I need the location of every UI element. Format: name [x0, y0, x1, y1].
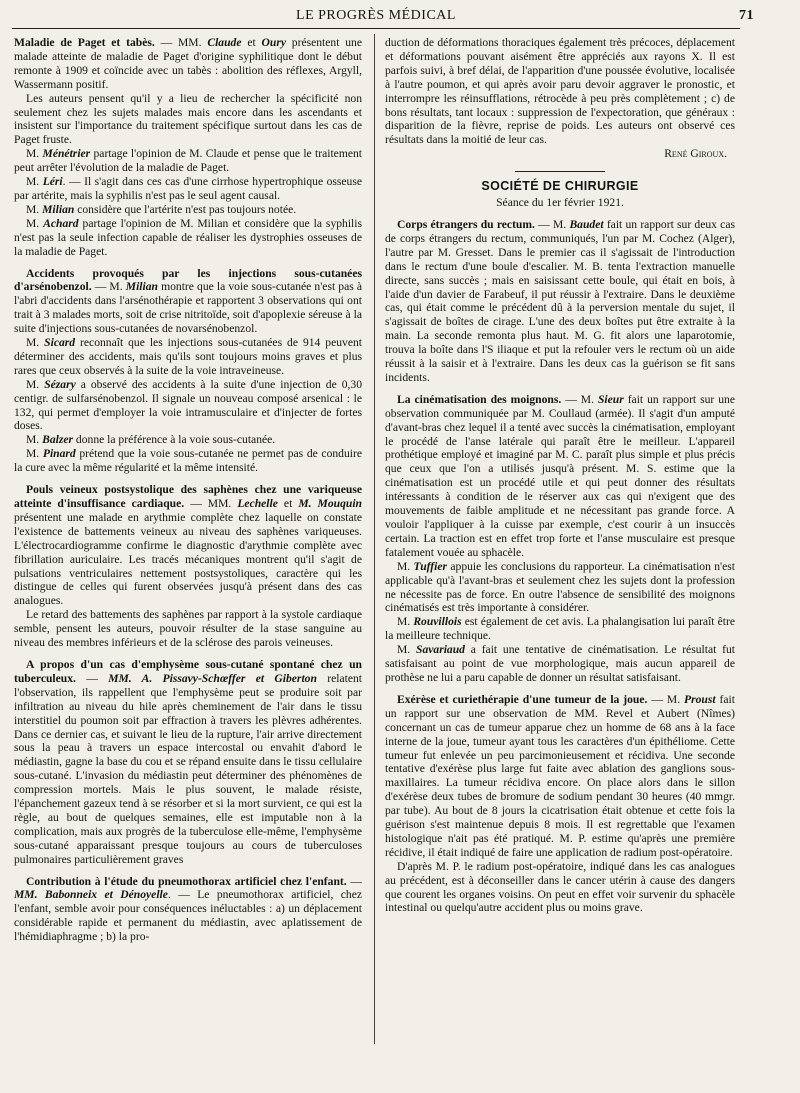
paragraph: M. Léri. — Il s'agit dans ces cas d'une cirrhose hypertrophique osseuse par artérite, mais la syphilis n'est pas le seul agent causal. [14, 175, 363, 202]
article-pouls: Pouls veineux postsystolique des saphènes chez une variqueuse atteinte d'insuffisance cardiaque. — MM. Lechelle et M. Mouquin présentent une malade en arythmie complète chez laquelle on constate l'existence de battements veineux au niveau des saphènes variqueuses. L'électrocardiogramme confirme le diagnostic d'arythmie complète avec fibrillation auriculaire. Les tracés mécaniques montrent qu'il s'agit de pulsations ventriculaires nettement postsystoliques, caractère qui les distingue de celles qui furent observées jusqu'à présent dans des cas analogues. [14, 483, 363, 608]
paragraph-continuation: duction de déformations thoraciques également très précoces, déplacement et déformations pouvant aisément être appréciés aux rayons X. Il est parfois suivi, à bref délai, de l'apparition d'une poussée évolutive, localisée à l'autre poumon, et qui après avoir paru devoir aggraver le pronostic, et interrompre les réinsufflations, rétrocède à peu près complètement ; c) de bons résultats, tant locaux : suppression de l'expectoration, que généraux : disparition de la fièvre, reprise de poids. Les auteurs ont observé ces résultats dans la moitié de leur cas. [385, 36, 735, 147]
paragraph: Les auteurs pensent qu'il y a lieu de rechercher la spécificité non seulement chez les sujets malades mais encore dans les ascendants et insistent sur l'importance du traitement spécifique surtout dans les cas de Paget fruste. [14, 91, 362, 147]
paragraph: M. Pinard prétend que la voie sous-cutanée ne permet pas de conduire la cure avec la même régularité et la même intensité. [14, 447, 362, 475]
journal-title: LE PROGRÈS MÉDICAL [296, 8, 456, 23]
author-signature: René Giroux. [664, 147, 727, 161]
left-column [14, 36, 362, 944]
header-rule [12, 28, 740, 29]
paragraph: M. Balzer donne la préférence à la voie sous-cutanée. [26, 433, 276, 447]
article-pneumothorax: Contribution à l'étude du pneumothorax artificiel chez l'enfant. — MM. Babonneix et Dénoyelle. — Le pneumothorax artificiel, chez l'enfant, semble avoir pour conséquences inéluctables : a) un déplacement considérable rapide et permanent du médiastin, avec aplatissement de l'hémidiaphragme ; b) la pro- [14, 874, 362, 944]
article-injections: Accidents provoqués par les injections sous-cutanées d'arsénobenzol. — M. Milian montre que la voie sous-cutanée n'est pas à l'abri d'accidents dans l'arsénothérapie et rapportent 3 observations qui ont trait à 3 malades morts, soit de crise nitritoïde, soit d'apoplexie séreuse à la suite d'injections sous-cutanées de novarsénobenzol. [14, 266, 363, 336]
paragraph: M. Achard partage l'opinion de M. Milian et considère que la syphilis n'est pas la seule infection capable de réaliser les dystrophies osseuses de la maladie de Paget. [14, 216, 363, 258]
article-exerese: Exérèse et curiethérapie d'une tumeur de la joue. — M. Proust fait un rapport sur une observation de MM. Revel et Aubert (Nîmes) concernant un cas de tumeur apparue chez un homme de 68 ans à la face interne de la joue, tumeur ayant tous les caractères d'un épithéliome. Cette tumeur fut enlevée un peu parcimonieusement et récidiva. Une seconde tentative d'exérèse plus large fut faite avec ablation des ganglions sous-maxillaires. La tumeur récidiva encore. On place alors dans le sillon d'exérèse deux tubes de bromure de sodium pendant 30 heures (40 mmgr. par tube). Au bout de 8 jours la cicatrisation était obtenue et cette fois la guérison s'est maintenue depuis 8 mois. Il est regrettable que l'examen histologique n'ait pas été pratiqué. M. P. estime qu'après une première récidive, il était indiqué de faire une application de radium post-opératoire. [385, 692, 735, 859]
paragraph: M. Ménétrier partage l'opinion de M. Claude et pense que le traitement peut arrêter l'évolution de la maladie de Paget. [14, 147, 363, 175]
paragraph: M. Milian considère que l'artérite n'est pas toujours notée. [26, 202, 297, 216]
right-column [385, 36, 735, 915]
page-header [12, 4, 754, 28]
paragraph: M. Sicard reconnaît que les injections sous-cutanées de 914 peuvent déterminer des accidents, mais qu'ils sont toujours moins graves et plus rares que ceux observés à la suite de la voie intraveineuse. [14, 336, 362, 377]
article-emphyseme: A propos d'un cas d'emphysème sous-cutané spontané chez un tuberculeux. — MM. A. Pissavy-Schœffer et Giberton relatent l'observation, ils rappellent que l'emphysème peut se produire soit par infiltration au niveau du hile après cheminement de l'air dans le tissu interstitiel du poumon soit par effraction à travers les plèvres adhérentes. Dans ce dernier cas, et suivant le lieu de la rupture, l'air arrive directement sous la peau à travers un espace intercostal ou envahit d'abord le médiastin, gagne la base du cou et se répand ensuite dans le tissu cellulaire sous-cutané. L'invasion du médiastin peut déterminer des phénomènes de compression mortels. Mais le plus souvent, le malade résiste, l'épanchement gazeux tend à se résorber et si la mort survient, ce qui est la règle, au bout de quelques semaines, elle est imputable non à la complication, mais aux progrès de la tuberculose elle-même, l'emphysème sous-cutané apparaissant presque toujours au cours de tuberculoses pulmonaires particulièrement graves [14, 657, 362, 866]
column-divider [374, 34, 375, 1044]
article-cinematisation: La cinématisation des moignons. — M. Sieur fait un rapport sur une observation communiquée par M. Coullaud (armée). Il s'agit d'un amputé d'avant-bras chez lequel il a tenté avec succès la cinématisation, employant le procédé de l'anse latérale qui paraît être le meilleur. L'appareil prothétique employé et imaginé par M. C. paraît plus simple et plus précis que ceux que l'on a utilisés jusqu'à présent. M. S. estime que la cinématisation est un procédé utile et qui peut donner des résultats intéressants à condition de le réserver aux cas qui n'exigent que des mouvements de faible amplitude et ne nécessitant pas grande force. A vouloir l'appliquer à la cuisse par exemple, c'est courir à un insuccès certain. La traction est en effet trop forte et l'anse musculaire est presque fatalement vouée au sphacèle. [385, 392, 735, 559]
paragraph: M. Rouvillois est également de cet avis. La phalangisation lui paraît être la meilleure technique. [385, 615, 735, 643]
section-title: SOCIÉTÉ DE CHIRURGIE [481, 179, 639, 194]
paragraph: Le retard des battements des saphènes par rapport à la systole cardiaque semble, pensent les auteurs, pouvoir résulter de la stase sanguine au niveau des membres inférieurs et de la sclérose des parois veineuses. [14, 608, 362, 650]
section-separator [515, 171, 605, 172]
session-date: Séance du 1er février 1921. [496, 196, 624, 210]
paragraph: M. Savariaud a fait une tentative de cinématisation. Le résultat fut satisfaisant au point de vue morphologique, mais aucun appareil de prothèse ne lui a paru capable de donner un résultat satisfaisant. [385, 643, 735, 684]
paragraph: D'après M. P. le radium post-opératoire, indiqué dans les cas analogues au précédent, est à déconseiller dans le cancer utérin à cause des dangers que courent les organes voisins. On peut en effet voir survenir du sphacèle intestinal ou quelqu'autre accident plus ou moins grave. [385, 859, 735, 915]
article-paget: Maladie de Paget et tabès. — MM. Claude et Oury présentent une malade atteinte de maladie de Paget d'origine syphilitique dont le début remonte à 1909 et coïncide avec un tabès : abolition des réflexes, Argyll, Wassermann positif. [14, 36, 362, 91]
article-corps-etrangers: Corps étrangers du rectum. — M. Baudet fait un rapport sur deux cas de corps étrangers du rectum, communiqués, l'un par M. Cochez (Alger), l'autre par M. Gresset. Dans le premier cas il s'agissait de l'introduction dans le rectum d'une boule d'escalier. M. B. tenta l'extraction manuelle directe, sans succès ; mais en saisissant cette boule, qui était en bois, à l'aide d'un davier de Farabeuf, il put réussir à l'extraire. Dans le deuxième cas, qui était comme le précédent dû à la perversion mentale du sujet, il s'agissait de boîtes de cirage. L'une des deux boîtes put être extraite à la main. La seconde remonta plus haut. M. G. fit alors une laparotomie, trouva la boîte dans l'S iliaque et put la refouler vers le rectum où un aide réussit à la saisir et à l'extraire. Dans les deux cas la guérison se fit sans incidents. [385, 217, 735, 384]
page-number: 71 [739, 8, 754, 23]
paragraph: M. Sézary a observé des accidents à la suite d'une injection de 0,30 centigr. de sulfarsénobenzol. Il signale un nouveau composé arsenical : le 132, qui permet d'employer la voie intramusculaire et d'injecter de fortes doses. [14, 377, 362, 433]
paragraph: M. Tuffier appuie les conclusions du rapporteur. La cinématisation n'est applicable qu'à l'avant-bras et seulement chez les sujets dont la profession ne nécessite pas de force. En outre l'absence de sensibilité des moignons cinématisés est très importante à considérer. [385, 559, 735, 615]
